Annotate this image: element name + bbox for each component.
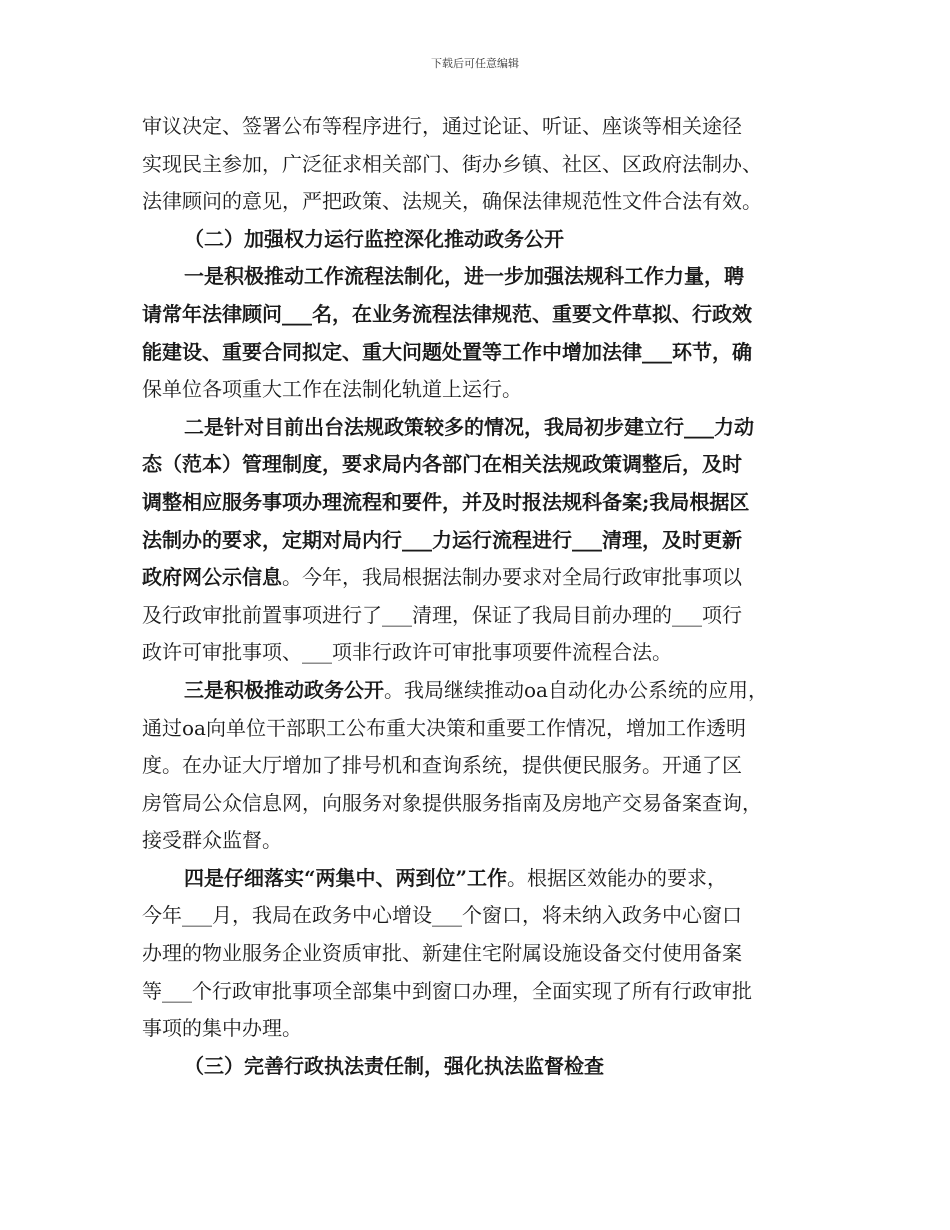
text-line: 法制办的要求，定期对局内行___力运行流程进行___清理，及时更新 bbox=[142, 527, 742, 552]
text-line: 办理的物业服务企业资质审批、新建住宅附属设施设备交付使用备案 bbox=[142, 941, 742, 966]
line-remainder: 。根据区效能办的要求， bbox=[507, 865, 728, 890]
text-line: 通过oa向单位干部职工公布重大决策和重要工作情况，增加工作透明 bbox=[142, 715, 746, 740]
text-line: 能建设、重要合同拟定、重大问题处置等工作中增加法律___环节，确 bbox=[142, 339, 752, 364]
text-line bbox=[142, 559, 814, 597]
text-line: 房管局公众信息网，向服务对象提供服务指南及房地产交易备案查询， bbox=[142, 790, 762, 815]
bold-lead: 三是积极推动政务公开 bbox=[184, 677, 384, 702]
line-remainder: 。今年，我局根据法制办要求对全局行政审批事项以 bbox=[282, 565, 742, 590]
text-line: 等___个行政审批事项全部集中到窗口办理，全面实现了所有行政审批 bbox=[142, 978, 752, 1003]
text-line: 事项的集中办理。 bbox=[142, 1016, 302, 1041]
text-line: 政许可审批事项、___项非行政许可审批事项要件流程合法。 bbox=[142, 640, 672, 665]
text-line: 实现民主参加，广泛征求相关部门、街办乡镇、社区、区政府法制办、 bbox=[142, 151, 762, 176]
text-line: 法律顾问的意见，严把政策、法规关，确保法律规范性文件合法有效。 bbox=[142, 189, 762, 214]
text-line bbox=[142, 860, 814, 898]
line-remainder: 。我局继续推动oa自动化办公系统的应用， bbox=[384, 677, 768, 702]
page-header: 下载后可任意编辑 bbox=[431, 57, 519, 70]
text-line: 调整相应服务事项办理流程和要件，并及时报法规科备案;我局根据区 bbox=[142, 489, 750, 514]
text-line bbox=[142, 672, 814, 710]
text-line: 一是积极推动工作流程法制化，进一步加强法规科工作力量，聘 bbox=[184, 264, 744, 289]
bold-lead: 政府网公示信息 bbox=[142, 565, 282, 590]
text-line: 度。在办证大厅增加了排号机和查询系统，提供便民服务。开通了区 bbox=[142, 753, 742, 778]
text-line: 态（范本）管理制度，要求局内各部门在相关法规政策调整后，及时 bbox=[142, 452, 742, 477]
text-line: 及行政审批前置事项进行了___清理，保证了我局目前办理的___项行 bbox=[142, 602, 742, 627]
bold-lead: 四是仔细落实“两集中、两到位”工作 bbox=[184, 865, 508, 890]
section-heading: （三）完善行政执法责任制，强化执法监督检查 bbox=[184, 1053, 604, 1078]
section-heading: （二）加强权力运行监控深化推动政务公开 bbox=[184, 226, 564, 251]
text-line: 今年___月，我局在政务中心增设___个窗口，将未纳入政务中心窗口 bbox=[142, 903, 742, 928]
text-line: 保单位各项重大工作在法制化轨道上运行。 bbox=[142, 377, 522, 402]
text-line: 审议决定、签署公布等程序进行，通过论证、听证、座谈等相关途径 bbox=[142, 114, 742, 138]
document-body bbox=[142, 108, 814, 1085]
text-line: 请常年法律顾问___名，在业务流程法律规范、重要文件草拟、行政效 bbox=[142, 301, 752, 326]
text-line: 接受群众监督。 bbox=[142, 828, 282, 853]
text-line: 二是针对目前出台法规政策较多的情况，我局初步建立行___力动 bbox=[184, 414, 754, 439]
